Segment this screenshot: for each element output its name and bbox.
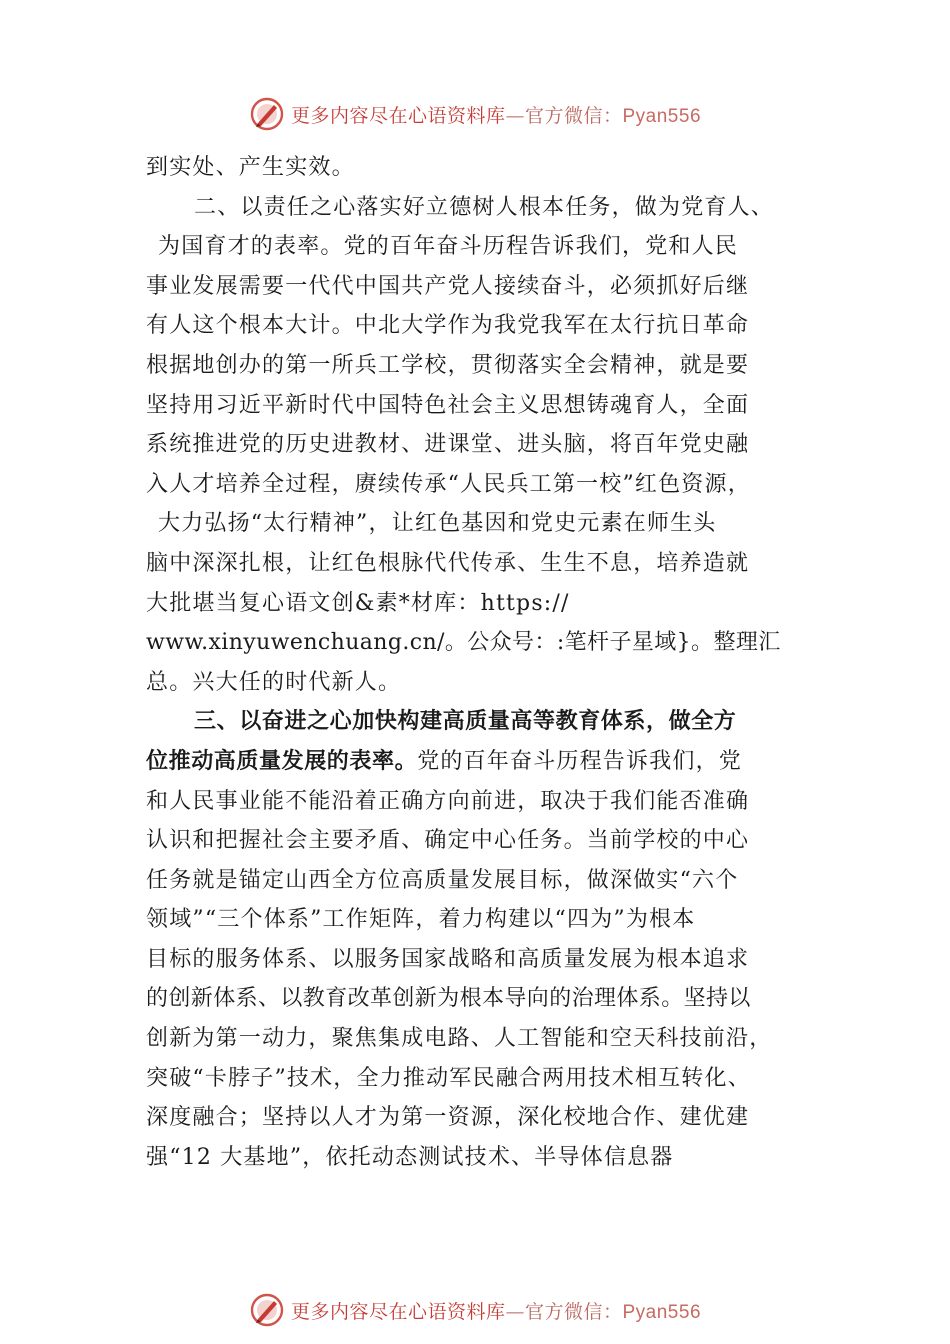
body-text: 党的百年奋斗历程告诉我们，党 [417,748,743,774]
body-line: 入人才培养全过程，赓续传承“人民兵工第一校”红色资源， [146,471,751,497]
body-line: 为国育才的表率。党的百年奋斗历程告诉我们，党和人民 [158,234,739,260]
pen-logo-icon [249,96,285,132]
body-line: 领域”“三个体系”工作矩阵，着力构建以“四为”为根本 [146,907,696,933]
body-line: 系统推进党的历史进教材、进课堂、进头脑，将百年党史融 [146,432,750,458]
body-line: 目标的服务体系、以服务国家战略和高质量发展为根本追求 [146,946,750,972]
section-three-heading: 三、以奋进之心加快构建高质量高等教育体系，做全方 [194,709,737,735]
body-line: 认识和把握社会主要矛盾、确定中心任务。当前学校的中心 [146,828,750,854]
body-line: 创新为第一动力，聚焦集成电路、人工智能和空天科技前沿， [146,1026,773,1052]
body-line: 大力弘扬“太行精神”，让红色基因和党史元素在师生头 [158,511,717,537]
pen-logo-icon [249,1292,285,1328]
body-line: 的创新体系、以教育改革创新为根本导向的治理体系。坚持以 [146,986,751,1012]
watermark-wechat-id: Pyan556 [622,105,702,127]
watermark-wechat-label: 官方微信： [524,104,623,127]
body-line: 事业发展需要一代代中国共产党人接续奋斗，必须抓好后继 [146,273,750,299]
watermark-text [291,1297,701,1324]
watermark-wechat-id: Pyan556 [622,1301,702,1323]
body-line: 到实处、产生实效。 [146,155,355,180]
body-line: 深度融合；坚持以人才为第一资源，深化校地合作、建优建 [146,1105,750,1131]
body-line: www.xinyuwenchuang.cn/。公众号：:笔杆子星域}。整理汇 [146,630,781,656]
section-three-heading-end: 位推动高质量发展的表率。 [146,748,418,774]
body-line: 根据地创办的第一所兵工学校，贯彻落实全会精神，就是要 [146,352,750,378]
watermark-separator: — [505,104,525,127]
body-line: 脑中深深扎根，让红色根脉代代传承、生生不息，培养造就 [146,550,750,576]
watermark-wechat-label: 官方微信： [524,1300,623,1323]
section-two-heading-line: 二、以责任之心落实好立德树人根本任务，做为党育人、 [194,194,775,220]
body-line: 任务就是锚定山西全方位高质量发展目标，做深做实“六个 [146,867,739,893]
watermark-separator: — [505,1300,525,1323]
body-line: 有人这个根本大计。中北大学作为我党我军在太行抗日革命 [146,313,750,339]
body-line: 总。兴大任的时代新人。 [146,669,402,695]
watermark-brand: 更多内容尽在心语资料库 [290,104,506,127]
footer-watermark [0,1290,950,1330]
body-line: 和人民事业能不能沿着正确方向前进，取决于我们能否准确 [146,788,750,814]
body-line: 大批堪当复心语文创&素*材库：https:// [146,590,570,616]
watermark-text [291,101,701,128]
body-line: 坚持用习近平新时代中国特色社会主义思想铸魂育人，全面 [146,392,750,418]
body-line: 强“12 大基地”，依托动态测试技术、半导体信息器 [146,1144,674,1170]
watermark-brand: 更多内容尽在心语资料库 [290,1300,506,1323]
document-body [146,148,818,1177]
body-line-mixed [146,742,818,782]
body-line: 突破“卡脖子”技术，全力推动军民融合两用技术相互转化、 [146,1065,751,1091]
header-watermark [0,94,950,134]
